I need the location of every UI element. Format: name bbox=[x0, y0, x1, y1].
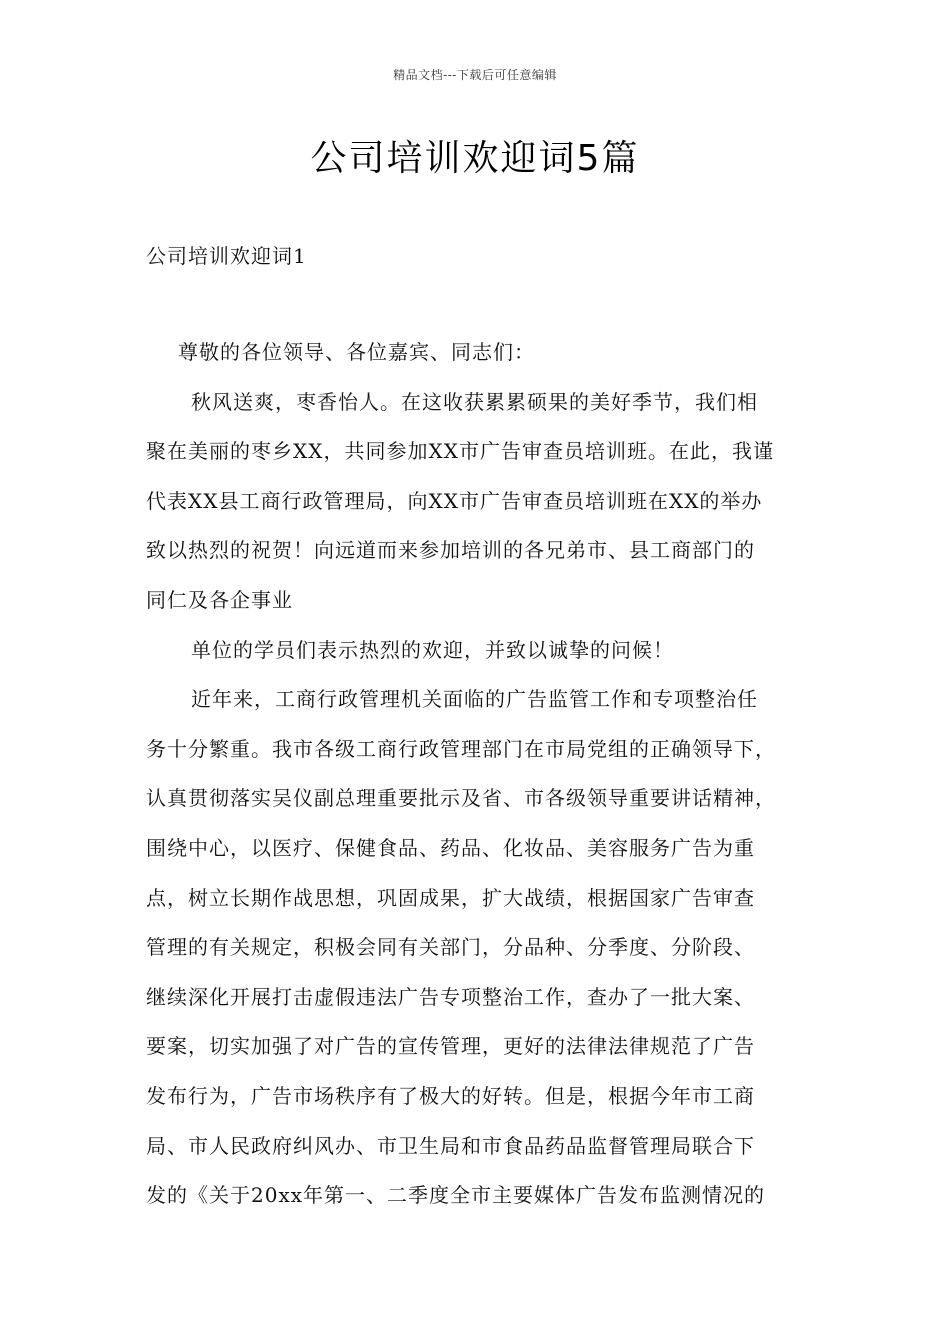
body-line: 务十分繁重。我市各级工商行政管理部门在市局党组的正确领导下， bbox=[146, 736, 776, 761]
body-line: 管理的有关规定，积极会同有关部门，分品种、分季度、分阶段、 bbox=[146, 935, 755, 960]
body-line: 局、市人民政府纠风办、市卫生局和市食品药品监督管理局联合下 bbox=[146, 1133, 755, 1158]
body-line: 近年来，工商行政管理机关面临的广告监管工作和专项整治任 bbox=[191, 687, 758, 712]
body-line: 尊敬的各位领导、各位嘉宾、同志们： bbox=[178, 340, 535, 364]
body-line: 围绕中心，以医疗、保健食品、药品、化妆品、美容服务广告为重 bbox=[146, 835, 755, 860]
document-title: 公司培训欢迎词5篇 bbox=[310, 138, 640, 179]
document-body bbox=[146, 328, 806, 1221]
body-line: 认真贯彻落实吴仪副总理重要批示及省、市各级领导重要讲话精神， bbox=[146, 786, 776, 811]
body-line: 单位的学员们表示热烈的欢迎，并致以诚挚的问候！ bbox=[191, 637, 674, 662]
body-line: 发的《关于20xx年第一、二季度全市主要媒体广告发布监测情况的 bbox=[146, 1183, 766, 1208]
body-line: 秋风送爽，枣香怡人。在这收获累累硕果的美好季节，我们相 bbox=[191, 389, 758, 414]
body-line: 致以热烈的祝贺！向远道而来参加培训的各兄弟市、县工商部门的 bbox=[146, 538, 755, 563]
page-header: 精品文档---下载后可任意编辑 bbox=[393, 68, 557, 82]
body-line: 代表XX县工商行政管理局，向XX市广告审查员培训班在XX的举办 bbox=[146, 488, 763, 513]
body-line: 聚在美丽的枣乡XX，共同参加XX市广告审查员培训班。在此，我谨 bbox=[146, 439, 774, 464]
body-line: 同仁及各企事业 bbox=[146, 587, 293, 612]
body-line: 继续深化开展打击虚假违法广告专项整治工作，查办了一批大案、 bbox=[146, 984, 755, 1009]
section-subtitle: 公司培训欢迎词1 bbox=[146, 244, 307, 268]
body-line: 发布行为，广告市场秩序有了极大的好转。但是，根据今年市工商 bbox=[146, 1083, 755, 1108]
body-line: 要案，切实加强了对广告的宣传管理，更好的法律法律规范了广告 bbox=[146, 1034, 755, 1059]
body-line: 点，树立长期作战思想，巩固成果，扩大战绩，根据国家广告审查 bbox=[146, 885, 755, 910]
